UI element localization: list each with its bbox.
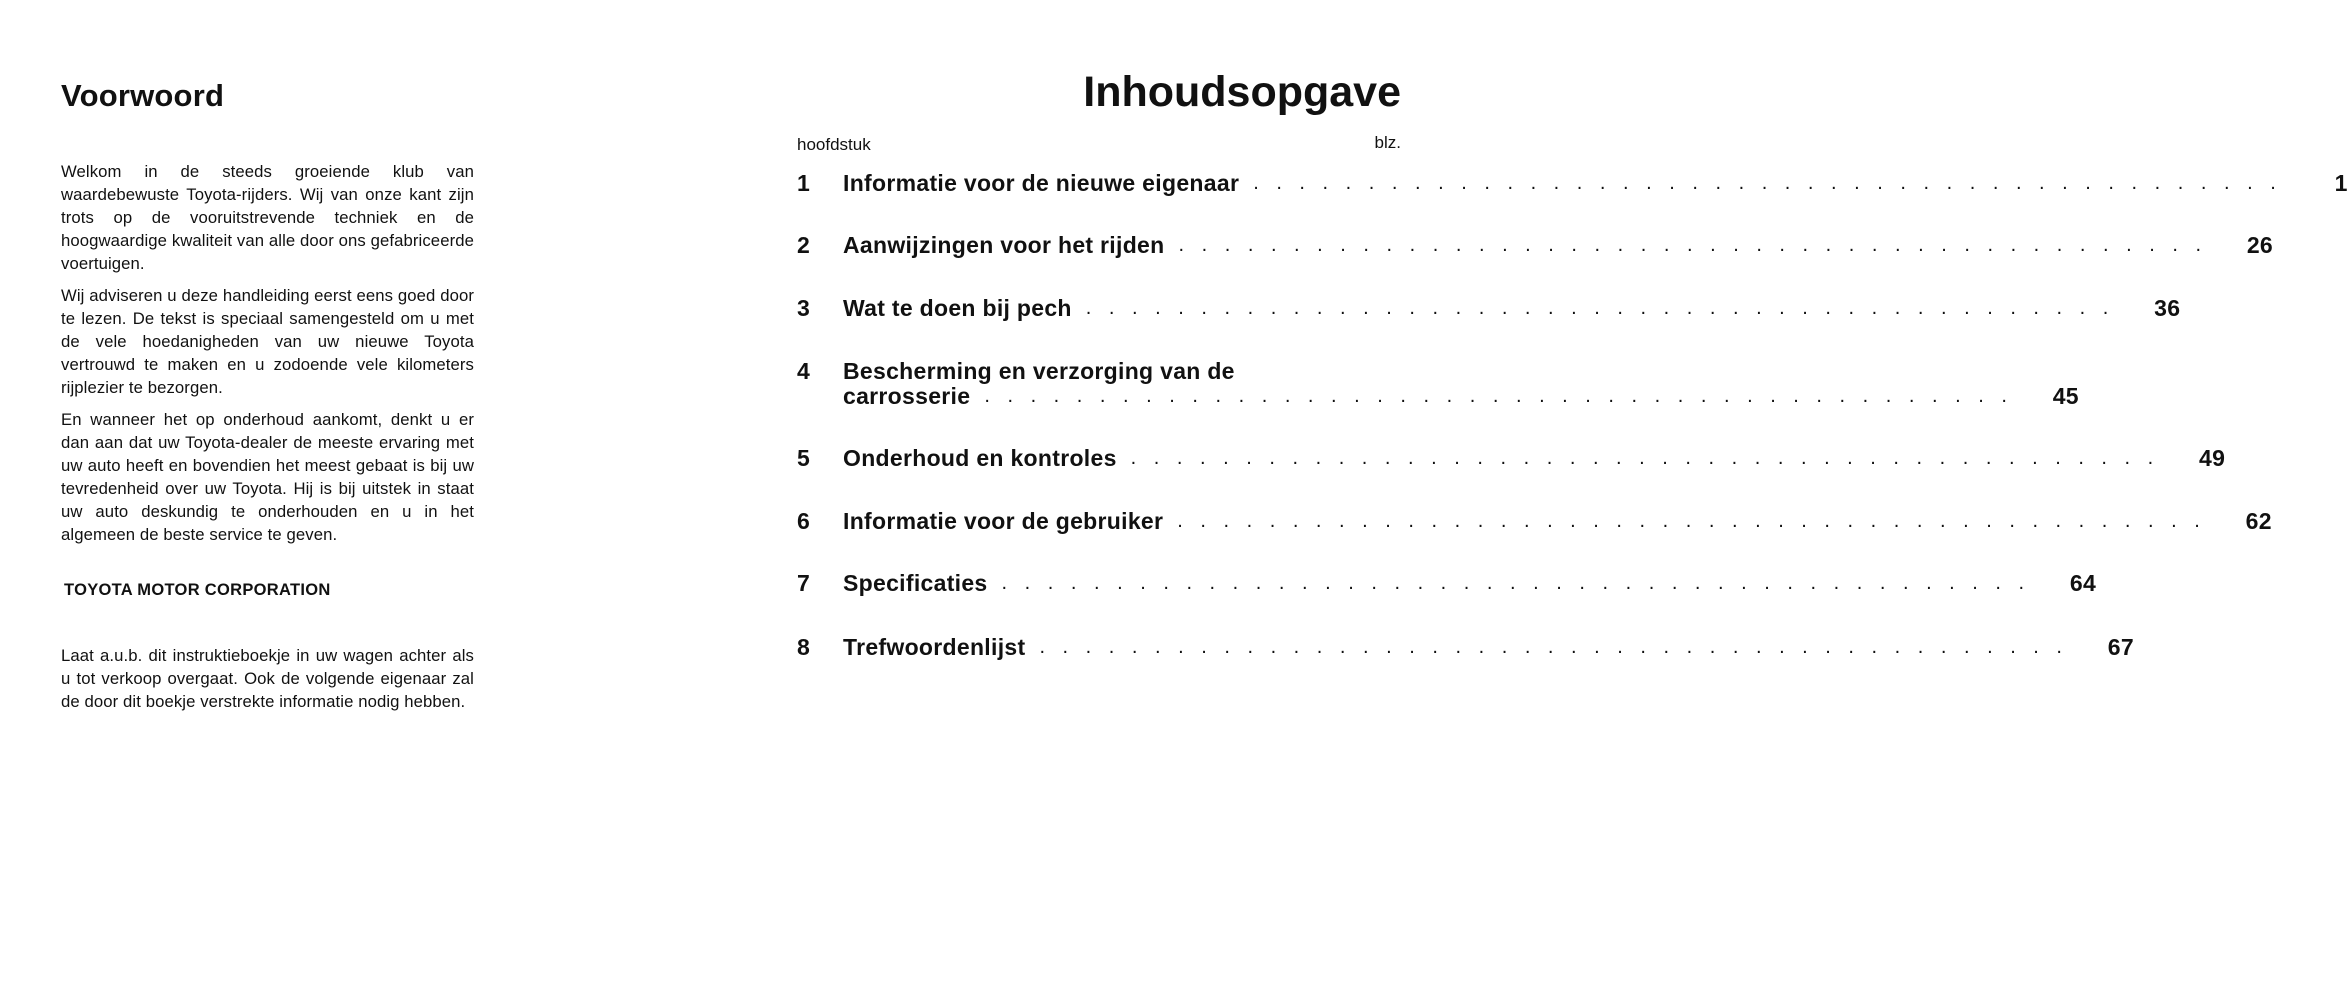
leader-dots: . . . . . . . . . . . . . . . . . . . . . . . . . . . . . . . . . . . . . . . . . . . . . — [1130, 447, 2160, 469]
leader-dots: . . . . . . . . . . . . . . . . . . . . . . . . . . . . . . . . . . . . . . . . . . . . . — [1001, 572, 2031, 594]
toc-entry-page: 1 — [2334, 170, 2348, 196]
toc-entry-title: Informatie voor de nieuwe eigenaar — [843, 170, 1240, 196]
toc-entry-page: 45 — [2052, 383, 2079, 409]
table-of-contents — [797, 170, 2348, 660]
leader-dots: . . . . . . . . . . . . . . . . . . . . . . . . . . . . . . . . . . . . . . . . . . . . . — [1085, 297, 2115, 319]
foreword-body — [61, 160, 474, 546]
toc-entry-3[interactable] — [797, 295, 2181, 321]
toc-entry-title: carrosserie — [843, 383, 971, 409]
toc-entry-page: 67 — [2107, 634, 2134, 660]
foreword-title: Voorwoord — [61, 78, 225, 113]
handover-note: Laat a.u.b. dit instruktieboekje in uw wagen achter als u tot verkoop overgaat. Ook de volgende eigenaar zal de door dit boekje verstrekte informatie nodig hebben. — [61, 646, 474, 711]
toc-entry-title: Wat te doen bij pech — [843, 295, 1072, 321]
toc-entry-number: 4 — [797, 358, 811, 384]
toc-entry-7[interactable] — [797, 570, 2097, 596]
leader-dots: . . . . . . . . . . . . . . . . . . . . . . . . . . . . . . . . . . . . . . . . . . . . . — [1178, 234, 2208, 256]
toc-entry-title-line1: Bescherming en verzorging van de — [843, 358, 1235, 384]
toc-entry-8[interactable] — [797, 634, 2134, 660]
toc-entry-number: 6 — [797, 508, 811, 534]
toc-entry-title: Specificaties — [843, 570, 988, 596]
toc-entry-6[interactable] — [797, 508, 2272, 534]
contents-title: Inhoudsopgave — [1083, 68, 1401, 116]
chapter-column-label: hoofdstuk — [797, 135, 871, 154]
toc-entry-number: 2 — [797, 232, 811, 258]
foreword-paragraph-2: Wij adviseren u deze handleiding eerst eens goed door te lezen. De tekst is speciaal samengesteld om u met de vele hoedanigheden van uw nieuwe Toyota vertrouwd te maken en u zodoende vele kilometers rijplezier te bezorgen. — [61, 286, 474, 397]
toc-entry-title: Aanwijzingen voor het rijden — [843, 232, 1165, 258]
page-column-label: blz. — [1374, 133, 1401, 152]
toc-entry-1[interactable] — [797, 170, 2348, 196]
toc-entry-2[interactable] — [797, 232, 2274, 258]
leader-dots: . . . . . . . . . . . . . . . . . . . . . . . . . . . . . . . . . . . . . . . . . . . . . — [1253, 172, 2282, 194]
leader-dots: . . . . . . . . . . . . . . . . . . . . . . . . . . . . . . . . . . . . . . . . . . . . . — [1039, 636, 2068, 658]
leader-dots: . . . . . . . . . . . . . . . . . . . . . . . . . . . . . . . . . . . . . . . . . . . . . — [1177, 510, 2206, 532]
toc-entry-number: 7 — [797, 570, 811, 596]
leader-dots: . . . . . . . . . . . . . . . . . . . . . . . . . . . . . . . . . . . . . . . . . . . . . — [984, 385, 2013, 407]
foreword-paragraph-1: Welkom in de steeds groeiende klub van waardebewuste Toyota-rijders. Wij van onze kant zijn trots op de vooruitstrevende techniek en de hoogwaardige kwaliteit van alle door ons gefabriceerde voertuigen. — [61, 162, 474, 273]
toc-entry-title: Informatie voor de gebruiker — [843, 508, 1164, 534]
left-page-foreword — [61, 76, 474, 722]
toc-entry-5[interactable] — [797, 445, 2226, 471]
toc-entry-4[interactable] — [797, 358, 2079, 409]
corporation-signature: TOYOTA MOTOR CORPORATION — [64, 581, 331, 599]
toc-entry-page: 62 — [2245, 508, 2272, 534]
toc-entry-page: 49 — [2199, 445, 2226, 471]
toc-entry-title: Trefwoordenlijst — [843, 634, 1026, 660]
toc-entry-title: Onderhoud en kontroles — [843, 445, 1117, 471]
toc-entry-number: 1 — [797, 170, 811, 196]
foreword-paragraph-3: En wanneer het op onderhoud aankomt, denkt u er dan aan dat uw Toyota-dealer de meeste ervaring met uw auto heeft en bovendien het meest gebaat is bij uw tevredenheid over uw Toyota. Hij is bij uitstek in staat uw auto deskundig te onderhouden en u in het algemeen de beste service te geven. — [61, 410, 474, 544]
toc-entry-page: 64 — [2069, 570, 2097, 596]
toc-entry-number: 8 — [797, 634, 811, 660]
toc-entry-number: 3 — [797, 295, 811, 321]
contents-column-labels — [797, 135, 1401, 157]
right-page-contents — [797, 68, 2348, 660]
toc-entry-page: 26 — [2246, 232, 2274, 258]
toc-entry-page: 36 — [2154, 295, 2181, 321]
toc-entry-number: 5 — [797, 445, 811, 471]
